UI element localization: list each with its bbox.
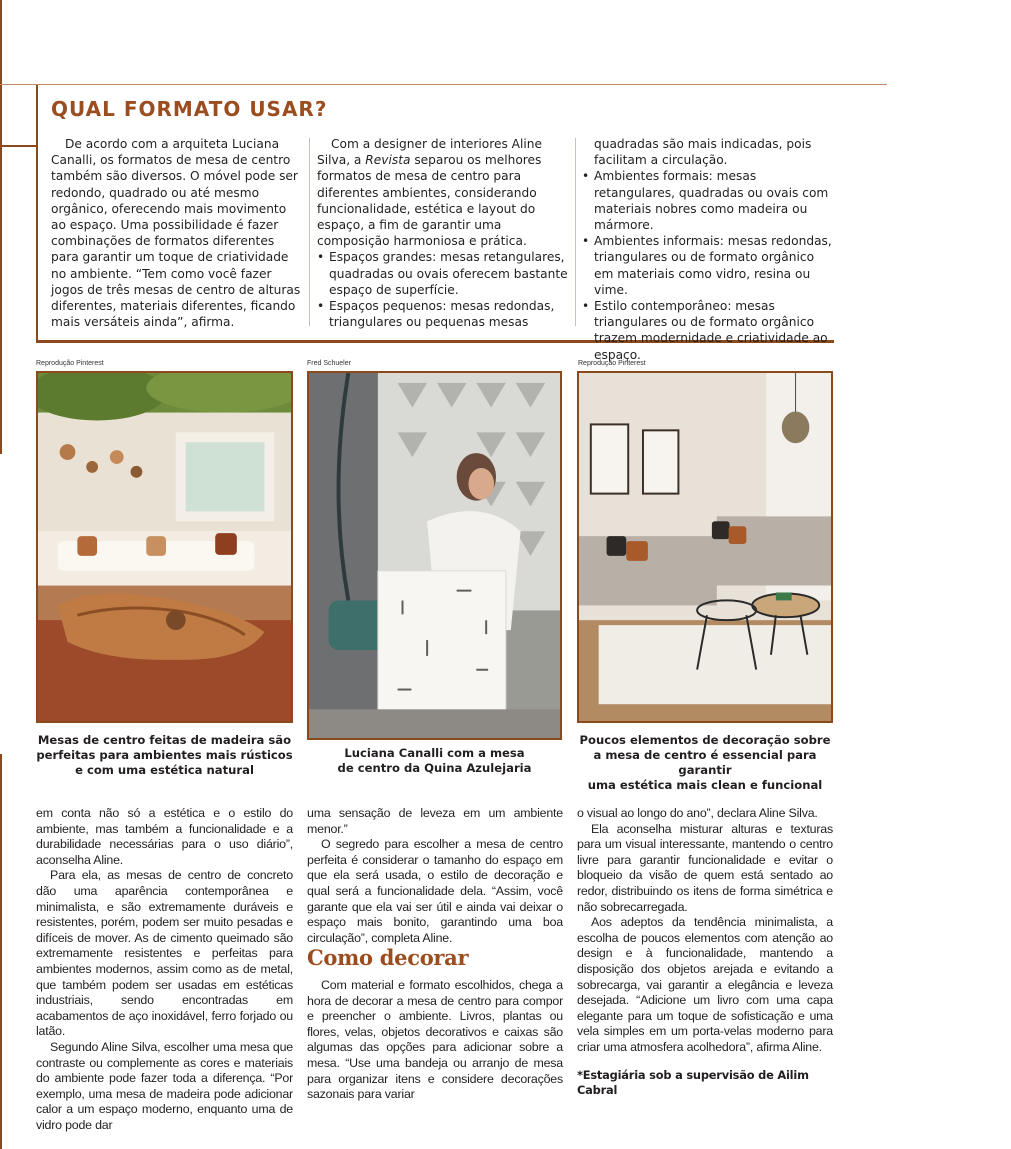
caption-line: Luciana Canalli com a mesa [344,746,525,760]
sidebar-bullets [317,249,569,330]
intro-emphasis: Revista [365,153,411,168]
sidebar-continuation: quadradas são mais indicadas, pois facilitam a circulação. [594,137,812,168]
photo-caption [36,733,293,778]
left-tick-mark [0,145,36,147]
photo-caption [307,746,562,776]
bullet-item: • Estilo contemporâneo: mesas triangulares ou de formato orgânico trazem modernidade e criatividade ao espaço. [582,298,832,363]
sidebar-column-1 [51,136,301,330]
sidebar-bullets [582,168,832,362]
sidebar-intro [317,136,569,249]
sidebar-paragraph: De acordo com a arquiteta Luciana Canalli, os formatos de mesa de centro também são diversos. O móvel pode ser redondo, quadrado ou até mesmo orgânico, oferecendo mais movimento ao espaço. Uma possibilidade é fazer combinações de formatos diferentes para garantir um toque de criatividade no ambiente. “Tem como você fazer jogos de três mesas de centro de alturas diferentes, materiais diferentes, ficando mais versáteis ainda”, afirma. [51,137,301,330]
intro-text-b: separou os melhores formatos de mesa de centro para diferentes ambientes, considerando funcionalidade, estética e layout do espaço, a fim de garantir uma composição harmoniosa e prática. [317,153,542,249]
column-divider [309,138,310,326]
photo-caption [571,733,839,793]
photo-rustic-living-room [36,371,293,723]
body-paragraph: Com material e formato escolhidos, chega a hora de decorar a mesa de centro para compor e preencher o ambiente. Livros, plantas ou flores, velas, objetos decorativos e caixas são algumas das opções para adicionar sobre a mesa. “Use uma bandeja ou arranjo de mesa para organizar itens e considere decorações sazonais para variar [307,977,563,1102]
caption-line: e com uma estética natural [75,763,254,777]
footnote: *Estagiária sob a supervisão de Ailim Cabral [577,1067,809,1098]
caption-line: perfeitas para ambientes mais rústicos [36,748,293,762]
body-column-1 [36,806,293,1133]
body-paragraph: O segredo para escolher a mesa de centro perfeita é considerar o tamanho do espaço em que ela será usada, o estilo de decoração e qual será a funcionalidade dela. “Assim, você garante que ela vai ser útil e ainda vai deixar o espaço mais bonito, garantindo uma boa circulação”, completa Aline. [307,837,563,945]
caption-line: de centro da Quina Azulejaria [337,761,532,775]
bullet-item: • Ambientes formais: mesas retangulares, quadradas ou ovais com materiais nobres como madeira ou mármore. [582,168,832,233]
body-paragraph: o visual ao longo do ano”, declara Aline Silva. [577,806,818,820]
body-paragraph: Aos adeptos da tendência minimalista, a escolha de poucos elementos com atenção ao design e à funcionalidade, mantendo a disposição dos objetos arejada e evitando a sobrecarga, vai garantir a elegância e leveza desejada. “Adicione um livro com uma capa elegante para um toque de sofisticação e uma vela simples em um porta-velas moderno para criar uma atmosfera acolhedora”, afirma Aline. [577,915,833,1054]
margin-line-bottom [0,754,2,1149]
body-paragraph: Segundo Aline Silva, escolher uma mesa que contraste ou complemente as cores e materiais do ambiente pode fazer toda a diferença. “Por exemplo, uma mesa de madeira pode adicionar calor a um espaço moderno, enquanto uma de vidro pode dar [36,1039,293,1132]
body-paragraph: Para ela, as mesas de centro de concreto dão uma aparência contemporânea e minimalista, e são extremamente duráveis e resistentes, porém, podem ser muito pesadas e difíceis de mover. As de cimento queimado são extremamente resistentes e perfeitas para ambientes modernos, assim como as de metal, que também podem ser usadas em estéticas industriais, sendo encontradas em acabamentos de aço inoxidável, ferro forjado ou latão. [36,868,293,1039]
photo-designer-with-table [307,371,562,740]
body-paragraph: Ela aconselha misturar alturas e texturas para um visual interessante, mantendo o centro livre para garantir funcionalidade e evitar o bloqueio da visão de quem está sentado ao redor, distribuindo os itens de forma simétrica e não sobrecarregada. [577,821,833,914]
bullet-item: • Ambientes informais: mesas redondas, triangulares ou de formato orgânico em materiais como vidro, resina ou vime. [582,233,832,298]
body-paragraph: em conta não só a estética e o estilo do ambiente, mas também a funcionalidade e a durabilidade necessárias para o uso diário”, aconselha Aline. [36,806,293,867]
photo-credit: Reprodução Pinterest [578,360,646,367]
margin-line-mid [0,84,2,454]
caption-line: Poucos elementos de decoração sobre [579,733,831,747]
column-divider [575,138,576,326]
intro-text-a: Com a designer de interiores Aline Silva, a [317,137,543,168]
bullet-item: • Espaços pequenos: mesas redondas, triangulares ou pequenas mesas [317,298,569,330]
photo-credit: Fred Schueler [307,360,351,367]
section-heading: Como decorar [307,945,469,971]
caption-line: a mesa de centro é essencial para garantir [593,748,817,777]
photo-clean-living-room [577,371,833,723]
sidebar-column-2 [317,136,569,330]
body-paragraph: uma sensação de leveza em um ambiente menor.” [307,806,563,836]
bullet-item: • Espaços grandes: mesas retangulares, quadradas ou ovais oferecem bastante espaço de superfície. [317,249,569,298]
caption-line: uma estética mais clean e funcional [587,778,823,792]
body-column-3 [577,806,833,1099]
body-column-2 [307,806,563,1103]
photo-credit: Reprodução Pinterest [36,360,104,367]
margin-line-top [0,0,2,84]
sidebar-column-3 [582,136,832,363]
caption-line: Mesas de centro feitas de madeira são [37,733,292,747]
sidebar-title: QUAL FORMATO USAR? [51,97,328,121]
